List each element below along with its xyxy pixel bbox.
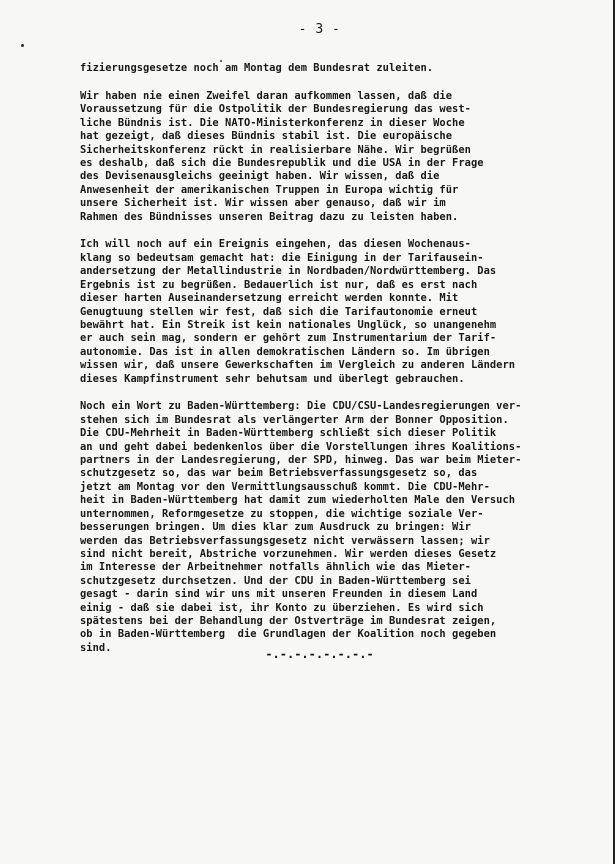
- text-line: dieses Kampfinstrument sehr behutsam und überlegt gebrauchen.: [80, 372, 465, 385]
- text-line: wissen wir, daß unsere Gewerkschaften im Vergleich zu anderen Ländern: [80, 359, 516, 372]
- text-line: er auch sein mag, sondern er gehört zum Instrumentarium der Tarif-: [80, 332, 497, 345]
- text-line: Noch ein Wort zu Baden-Württemberg: Die CDU/CSU-Landesregierungen ver-: [80, 400, 522, 413]
- text-line: sind.: [80, 641, 112, 654]
- text-line: Ich will noch auf ein Ereignis eingehen, das diesen Wochenaus-: [80, 238, 471, 251]
- page-number: - 3 -: [298, 22, 341, 37]
- text-line: jetzt am Montag vor den Vermittlungsausschuß kommt. Die CDU-Mehr-: [80, 480, 490, 493]
- text-line: Voraussetzung für die Ostpolitik der Bundesregierung das west-: [80, 103, 471, 116]
- text-line: an und geht dabei bedenkenlos über die Vorstellungen ihres Koalitions-: [80, 440, 522, 453]
- text-line: sind nicht bereit, Abstriche vorzunehmen. Wir werden dieses Gesetz: [80, 547, 497, 560]
- closing-divider: -.-.-.-.-.-.-.-: [265, 647, 374, 661]
- text-line: im Interesse der Arbeitnehmer notfalls ähnlich wie das Mieter-: [80, 561, 471, 574]
- text-line: unsere Sicherheit ist. Wir wissen aber genauso, daß wir im: [80, 197, 446, 210]
- text-line: gesagt - darin sind wir uns mit unseren Freunden in diesem Land: [80, 588, 478, 601]
- text-line: werden das Betriebsverfassungsgesetz nicht verwässern lassen; wir: [80, 534, 490, 547]
- text-line: unternommen, Reformgesetze zu stoppen, die wichtige soziale Ver-: [80, 507, 484, 520]
- text-line: partners in der Landesregierung, der SPD, hinweg. Das war beim Mieter-: [80, 454, 522, 467]
- text-line: fizierungsgesetze noch am Montag dem Bundesrat zuleiten.: [80, 62, 434, 74]
- text-line: liche Bündnis ist. Die NATO-Ministerkonferenz in dieser Woche: [80, 116, 465, 129]
- text-line: heit in Baden-Württemberg hat damit zum wiederholten Male den Versuch: [80, 494, 516, 507]
- text-line: Sicherheitskonferenz rückt in realisierbare Nähe. Wir begrüßen: [80, 143, 471, 156]
- text-line: Ergebnis ist zu begrüßen. Bedauerlich ist nur, daß es erst nach: [80, 278, 478, 291]
- text-line: einig - daß sie dabei ist, ihr Konto zu überziehen. Es wird sich: [80, 601, 484, 614]
- scan-speck: [21, 44, 24, 47]
- text-line: Anwesenheit der amerikanischen Truppen in Europa wichtig für: [80, 183, 459, 196]
- text-line: Genugtuung stellen wir fest, daß sich die Tarifautonomie erneut: [80, 305, 478, 318]
- text-line: stehen sich im Bundesrat als verlängerter Arm der Bonner Opposition.: [80, 413, 509, 426]
- paragraph: [80, 90, 595, 224]
- text-line: besserungen bringen. Um dies klar zum Ausdruck zu bringen: Wir: [80, 521, 471, 534]
- text-line: ob in Baden-Württemberg die Grundlagen der Koalition noch gegeben: [80, 628, 497, 641]
- text-line: dieser harten Auseinandersetzung erreicht werden konnte. Mit: [80, 292, 459, 305]
- text-line: schutzgesetz durchsetzen. Und der CDU in Baden-Württemberg sei: [80, 574, 471, 587]
- text-line: bewährt hat. Ein Streik ist kein nationales Unglück, so unangenehm: [80, 318, 497, 331]
- text-line: Rahmen des Bündnisses unseren Beitrag dazu zu leisten haben.: [80, 210, 459, 223]
- paragraph: [80, 400, 595, 655]
- text-line: klang so bedeutsam gemacht hat: die Einigung in der Tarifausein-: [80, 251, 484, 264]
- paragraph: [80, 62, 595, 75]
- text-line: andersetzung der Metallindustrie in Nordbaden/Nordwürttemberg. Das: [80, 265, 497, 278]
- text-line: autonomie. Das ist in allen demokratischen Ländern so. Im übrigen: [80, 345, 490, 358]
- text-line: hat gezeigt, daß dieses Bündnis stabil ist. Die europäische: [80, 130, 453, 143]
- document-body: [80, 62, 595, 670]
- paragraph: [80, 238, 595, 385]
- text-line: Die CDU-Mehrheit in Baden-Württemberg schließt sich dieser Politik: [80, 427, 497, 440]
- text-line: des Devisenausgleichs geeinigt haben. Wir wissen, daß die: [80, 170, 440, 183]
- text-line: Wir haben nie einen Zweifel daran aufkommen lassen, daß die: [80, 89, 453, 102]
- text-line: schutzgesetz so, das war beim Betriebsverfassungsgesetz so, das: [80, 467, 478, 480]
- text-line: es deshalb, daß sich die Bundesrepublik und die USA in der Frage: [80, 156, 484, 169]
- text-line: spätestens bei der Behandlung der Ostverträge im Bundesrat zeigen,: [80, 614, 497, 627]
